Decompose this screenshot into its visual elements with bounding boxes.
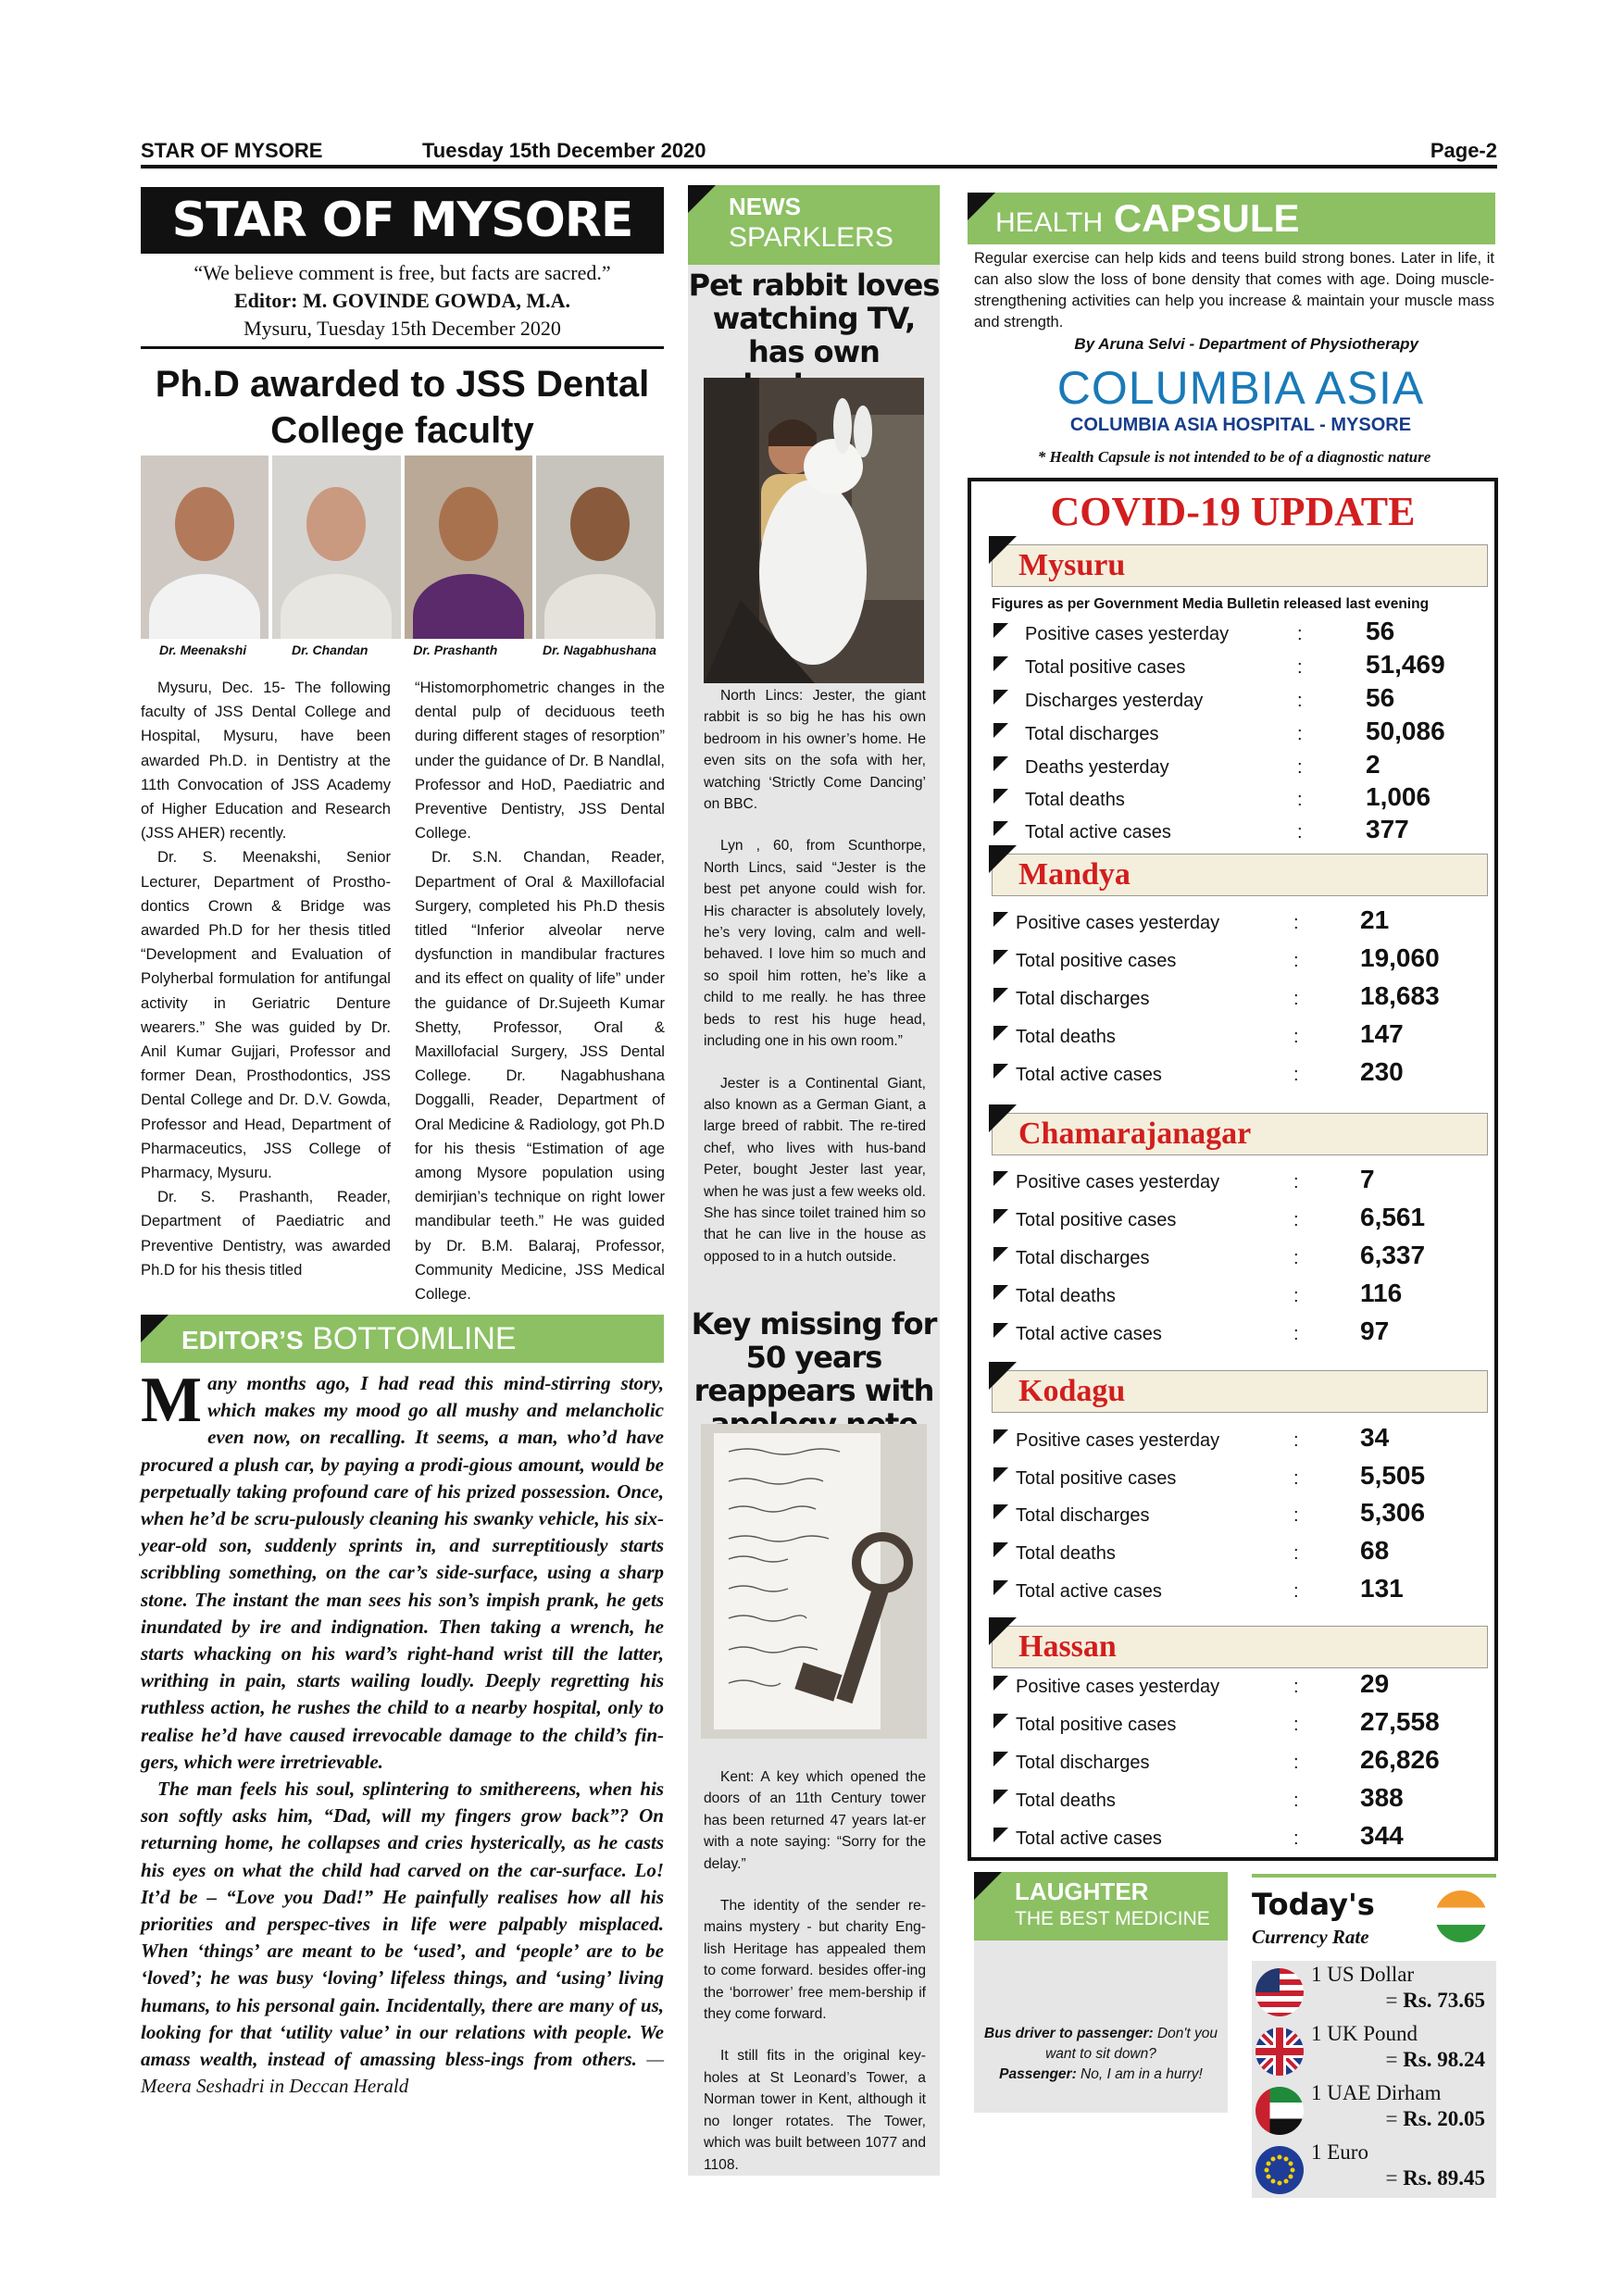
stat-label: Total discharges [1025, 724, 1159, 744]
joke-line: Don't you want to sit down? [1045, 2026, 1218, 2062]
currency-value [1385, 1989, 1485, 2013]
region-header-mandya [992, 854, 1488, 896]
currency-value-text: Rs. 73.65 [1403, 1989, 1485, 2012]
stat-row [992, 815, 1488, 846]
stat-value: 29 [1360, 1669, 1390, 1698]
caption: Dr. Prashanth [413, 643, 498, 657]
stat-value: 344 [1360, 1821, 1404, 1850]
stat-value: 377 [1366, 815, 1409, 843]
currency-name: 1 UK Pound [1311, 2022, 1418, 2045]
stat-label: Total deaths [1025, 790, 1125, 810]
region-name: Hassan [1018, 1629, 1117, 1664]
currency-value-text: Rs. 89.45 [1403, 2166, 1485, 2190]
stat-value: 388 [1360, 1783, 1404, 1812]
arrow-icon [993, 723, 1008, 738]
colon: : [1297, 724, 1303, 744]
stat-row [992, 981, 1488, 1013]
arrow-icon [993, 690, 1008, 705]
stat-value: 56 [1366, 617, 1395, 645]
currency-value-text: Rs. 98.24 [1403, 2048, 1485, 2071]
arrow-icon [993, 988, 1008, 1003]
stat-row [992, 1707, 1488, 1739]
stat-row [992, 1669, 1488, 1701]
news-sparklers-header [688, 185, 940, 265]
header-paper-name: STAR OF MYSORE [141, 139, 323, 162]
region-header-hassan [992, 1626, 1488, 1668]
health-capsule-text: Regular exercise can help kids and teens build strong bones. Later in life, it can also slow the loss of bone density that comes with age. Doing muscle-strengthening activities can help you increase & maintain your muscle mass and strength. [974, 250, 1494, 331]
masthead: STAR OF MYSORE [141, 187, 664, 254]
arrow-icon [993, 950, 1008, 965]
paragraph: Mysuru, Dec. 15- The following faculty of JSS Dental College and Hospital, Mysuru, have been awarded Ph.D. in Dentistry at the 11th Convocation of JSS Academy of Higher Education and Research (JSS AHER) recently. [141, 679, 391, 842]
paragraph: North Lincs: Jester, the giant rabbit is so big he has his own bedroom in his owner’s home. He even sits on the sofa with her, watching ‘Strictly Come Dancing’ on BBC. [704, 688, 926, 813]
currency-value-text: Rs. 20.05 [1403, 2107, 1485, 2130]
stat-label: Positive cases yesterday [1016, 1172, 1220, 1192]
section-label: LAUGHTER [1015, 1878, 1149, 1905]
stat-row [992, 1203, 1488, 1234]
region-header-mysuru [992, 544, 1488, 587]
colon: : [1293, 1753, 1299, 1773]
arrow-icon [993, 789, 1008, 804]
section-label: BOTTOMLINE [312, 1321, 517, 1356]
photo-nagabhushana [536, 455, 664, 639]
arrow-icon [993, 1429, 1008, 1444]
paragraph: Dr. S.N. Chandan, Reader, Department of Oral & Maxillofacial Surgery, completed his Ph.D thesis titled “Inferior alveolar nerve dysfunction in mandibular fractures and its effect on quality of life” under the guidance of Dr.Sujeeth Kumar Shetty, Professor, Oral & Maxillofacial Surgery, JSS Dental College. Dr. Nagabhushana Doggalli, Reader, Department of Oral Medicine & Radiology, got Ph.D for his thesis “Estimation of age among Mysore population using demirjian’s technique on right lower mandibular teeth.” He was guided by Dr. B.M. Balaraj, Professor, Community Medicine, JSS Medical College. [415, 848, 665, 1304]
page-header [141, 137, 1497, 168]
colon: : [1297, 822, 1303, 842]
corner-triangle-icon [141, 1315, 169, 1342]
stat-row [992, 1745, 1488, 1777]
stat-label: Total positive cases [1025, 657, 1186, 678]
masthead-quote: “We believe comment is free, but facts are sacred.” [194, 261, 611, 284]
drop-cap: M [141, 1365, 203, 1436]
stat-value: 5,505 [1360, 1461, 1426, 1490]
currency-name: 1 UAE Dirham [1311, 2081, 1442, 2104]
stat-row [992, 1574, 1488, 1605]
health-capsule-note: * Health Capsule is not intended to be of a diagnostic nature [1037, 448, 1431, 466]
stat-label: Total discharges [1016, 1505, 1150, 1526]
stat-value: 26,826 [1360, 1745, 1440, 1774]
stat-label: Total positive cases [1016, 951, 1177, 971]
rabbit-headline: Pet rabbit loves watching TV, has own [688, 268, 940, 369]
stat-value: 18,683 [1360, 981, 1440, 1010]
stat-label: Total discharges [1016, 1753, 1150, 1773]
colon: : [1293, 1324, 1299, 1344]
covid-title: COVID-19 UPDATE [1050, 489, 1416, 534]
phd-article-col1 [141, 676, 391, 1282]
paragraph [141, 1365, 664, 1776]
colon: : [1297, 657, 1303, 678]
region-header-chamarajanagar [992, 1113, 1488, 1155]
corner-triangle-icon [968, 193, 995, 220]
colon: : [1293, 1715, 1299, 1735]
colon: : [1293, 1210, 1299, 1230]
equals-sign: = [1385, 2107, 1398, 2130]
logo-subtext: COLUMBIA ASIA HOSPITAL - MYSORE [1069, 415, 1412, 435]
currency-rate-box [1252, 1874, 1496, 2189]
stat-row [992, 943, 1488, 975]
currency-row [1252, 2139, 1496, 2198]
currency-value [1385, 2048, 1485, 2072]
stat-value: 6,561 [1360, 1203, 1426, 1231]
paragraph: “Histomorphometric changes in the dental pulp of deciduous teeth during different stages of resorption” under the guidance of Dr. B Nandlal, Professor and HoD, Paediatric and Preventive Dentistry, JSS Dental College. [415, 679, 665, 842]
stat-label: Total discharges [1016, 1248, 1150, 1268]
stat-label: Total active cases [1016, 1828, 1162, 1849]
phd-article-col2 [415, 676, 665, 1306]
stat-value: 116 [1360, 1279, 1403, 1307]
arrow-icon [993, 756, 1008, 771]
key-photo [701, 1424, 927, 1739]
logo-text: COLUMBIA ASIA [1056, 362, 1425, 414]
colon: : [1297, 790, 1303, 810]
arrow-icon [993, 1790, 1008, 1804]
colon: : [1293, 1468, 1299, 1489]
section-label: CAPSULE [1113, 196, 1300, 240]
stat-row [992, 1821, 1488, 1853]
phd-headline: Ph.D awarded to JSS Dental College faculty [155, 364, 650, 451]
arrow-icon [993, 1504, 1008, 1519]
stat-label: Total deaths [1016, 1286, 1116, 1306]
masthead-quote-block [141, 259, 664, 349]
currency-value [1385, 2107, 1485, 2131]
masthead-editor: Editor: M. GOVINDE GOWDA, M.A. [234, 289, 570, 312]
currency-name: 1 US Dollar [1311, 1963, 1415, 1986]
stat-label: Total positive cases [1016, 1210, 1177, 1230]
stat-row [992, 1461, 1488, 1492]
arrow-icon [993, 1542, 1008, 1557]
stat-value: 50,086 [1366, 717, 1445, 745]
health-capsule-byline: By Aruna Selvi - Department of Physiotherapy [1074, 335, 1418, 353]
stat-row [992, 1316, 1488, 1348]
phd-photos [141, 455, 664, 639]
stat-value: 21 [1360, 905, 1390, 934]
stat-value: 7 [1360, 1165, 1375, 1193]
stat-value: 131 [1360, 1574, 1404, 1603]
stat-label: Positive cases yesterday [1025, 624, 1230, 644]
arrow-icon [993, 1323, 1008, 1338]
stat-label: Positive cases yesterday [1016, 1677, 1220, 1697]
paragraph: The identity of the sender re-mains mystery - but charity Eng-lish Heritage has appealed them to come forward. besides offer-ing the ‘borrower’ free mem-bership if they come forward. [704, 1898, 926, 2023]
stat-row [992, 1783, 1488, 1815]
arrow-icon [993, 1752, 1008, 1766]
region-name: Mysuru [1018, 548, 1126, 582]
stat-row [992, 1019, 1488, 1051]
editors-bottomline-text [141, 1365, 664, 2100]
arrow-icon [993, 1580, 1008, 1595]
currency-row [1252, 2079, 1496, 2139]
stat-label: Total active cases [1025, 822, 1171, 842]
stat-row [992, 1279, 1488, 1310]
currency-value [1385, 2166, 1485, 2190]
stat-row [992, 1241, 1488, 1272]
currency-top-rule [1252, 1874, 1496, 1878]
colon: : [1293, 1581, 1299, 1602]
section-label: NEWS [729, 193, 801, 220]
joke-line: No, I am in a hurry! [1081, 2066, 1203, 2082]
paragraph: Dr. S. Meenakshi, Senior Lecturer, Department of Prostho-dontics Crown & Bridge was awarded Ph.D for her thesis titled “Development and Evaluation of Polyherbal formulation for antifungal activity in Geriatric Denture wearers.” She was guided by Dr. Anil Kumar Gujjari, Professor and former Dean, Prosthodontics, JSS Dental College and Dr. D.V. Gowda, Professor and Head, Department of Pharmaceutics, JSS College of Pharmacy, Mysuru. [141, 848, 391, 1182]
stat-row [992, 650, 1488, 681]
stat-row [992, 750, 1488, 781]
photo-chandan [272, 455, 400, 639]
stat-row [992, 782, 1488, 814]
editors-bottomline-header [141, 1315, 664, 1363]
joke-speaker: Passenger: [999, 2066, 1077, 2082]
photo-meenakshi [141, 455, 269, 639]
photo-prashanth [405, 455, 532, 639]
colon: : [1293, 989, 1299, 1009]
stat-row [992, 1498, 1488, 1529]
paragraph: It still fits in the original key-holes at St Leonard’s Tower, a Norman tower in Kent, although it no longer rotates. The Tower, which was built between 1077 and 1108. [704, 2048, 926, 2173]
corner-triangle-icon [989, 1104, 1017, 1132]
corner-triangle-icon [989, 1362, 1017, 1390]
stat-label: Total deaths [1016, 1543, 1116, 1564]
colon: : [1293, 1543, 1299, 1564]
paragraph: Dr. S. Prashanth, Reader, Department of Paediatric and Preventive Dentistry, was awarded Ph.D for his thesis titled [141, 1188, 391, 1279]
region-header-kodagu [992, 1370, 1488, 1413]
equals-sign: = [1385, 1989, 1398, 2012]
header-date: Tuesday 15th December 2020 [422, 139, 706, 162]
currency-name: 1 Euro [1311, 2140, 1368, 2164]
uae-flag-icon [1255, 2087, 1304, 2135]
stat-value: 68 [1360, 1536, 1390, 1565]
colon: : [1297, 624, 1303, 644]
colon: : [1293, 951, 1299, 971]
stat-label: Total deaths [1016, 1791, 1116, 1811]
stat-label: Positive cases yesterday [1016, 1430, 1220, 1451]
colon: : [1297, 691, 1303, 711]
region-name: Mandya [1018, 857, 1131, 892]
stat-value: 6,337 [1360, 1241, 1426, 1269]
key-headline: Key missing for 50 years reappears with [691, 1306, 937, 1408]
currency-row [1252, 1961, 1496, 2020]
photo-captions [141, 643, 664, 665]
caption: Dr. Chandan [291, 643, 369, 657]
stat-row [992, 1165, 1488, 1196]
arrow-icon [993, 1247, 1008, 1262]
arrow-icon [993, 1676, 1008, 1691]
colon: : [1293, 1065, 1299, 1085]
arrow-icon [993, 623, 1008, 638]
stat-label: Total positive cases [1016, 1715, 1177, 1735]
masthead-dateline: Mysuru, Tuesday 15th December 2020 [141, 315, 664, 349]
corner-triangle-icon [974, 1872, 1002, 1900]
stat-value: 56 [1366, 683, 1395, 712]
arrow-icon [993, 656, 1008, 671]
arrow-icon [993, 1171, 1008, 1186]
stat-value: 19,060 [1360, 943, 1440, 972]
arrow-icon [993, 1285, 1008, 1300]
source-credit: — Meera Seshadri in Deccan Herald [141, 2048, 664, 2098]
equals-sign: = [1385, 2048, 1398, 2071]
stat-label: Total active cases [1016, 1324, 1162, 1344]
region-name: Kodagu [1018, 1374, 1126, 1408]
stat-label: Total positive cases [1016, 1468, 1177, 1489]
colon: : [1293, 1505, 1299, 1526]
arrow-icon [993, 1209, 1008, 1224]
section-label: THE BEST MEDICINE [1015, 1908, 1210, 1929]
colon: : [1293, 913, 1299, 933]
joke-text [980, 2024, 1222, 2085]
uk-flag-icon [1255, 2028, 1304, 2076]
caption: Dr. Meenakshi [159, 643, 247, 657]
covid-update-box [968, 478, 1498, 1861]
joke-speaker: Bus driver to passenger: [984, 2026, 1154, 2041]
currency-subtitle: Currency Rate [1252, 1926, 1369, 1948]
stat-label: Deaths yesterday [1025, 757, 1169, 778]
arrow-icon [993, 1828, 1008, 1842]
stat-row [992, 717, 1488, 748]
paragraph: Lyn , 60, from Scunthorpe, North Lincs, said “Jester is the best pet anyone could wish for. His character is absolutely lovely, he’s very loving, calm and well-behaved. I love him so much and so spoil him rotten, he’s like a child to me really. he has three beds to rest his huge head, including one in his own room.” [704, 838, 926, 1050]
stat-row [992, 1057, 1488, 1089]
stat-value: 51,469 [1366, 650, 1445, 679]
rabbit-photo [704, 378, 924, 683]
colon: : [1293, 1172, 1299, 1192]
stat-value: 34 [1360, 1423, 1390, 1452]
rabbit-article [704, 685, 926, 1288]
colon: : [1293, 1828, 1299, 1849]
currency-title: Today's [1252, 1887, 1375, 1922]
arrow-icon [993, 1064, 1008, 1079]
stat-value: 1,006 [1366, 782, 1431, 811]
laughter-header [974, 1872, 1228, 1940]
arrow-icon [993, 912, 1008, 927]
colon: : [1293, 1248, 1299, 1268]
figures-note: Figures as per Government Media Bulletin released last evening [992, 596, 1430, 612]
stat-row [992, 683, 1488, 715]
paragraph [141, 1776, 664, 2100]
stat-value: 27,558 [1360, 1707, 1440, 1736]
stat-value: 147 [1360, 1019, 1404, 1048]
section-label: SPARKLERS [729, 222, 893, 253]
stat-label: Positive cases yesterday [1016, 913, 1220, 933]
corner-triangle-icon [989, 1617, 1017, 1645]
colon: : [1293, 1791, 1299, 1811]
paragraph: Jester is a Continental Giant, also known as a German Giant, a large breed of rabbit. The re-tired chef, who lives with hus-band Peter, bought Jester last year, when he was just a few weeks old. She has since toilet trained him so that he can live in the house as opposed to in a hutch outside. [704, 1075, 926, 1265]
header-page-number: Page-2 [1430, 139, 1497, 162]
region-name: Chamarajanagar [1018, 1117, 1252, 1151]
currency-row [1252, 2020, 1496, 2079]
stat-row [992, 1423, 1488, 1454]
stat-row [992, 1536, 1488, 1567]
arrow-icon [993, 1026, 1008, 1041]
stat-value: 2 [1366, 750, 1380, 779]
section-label: HEALTH [995, 207, 1104, 238]
india-flag-icon [1435, 1890, 1487, 1942]
section-label: EDITOR’S [181, 1326, 304, 1354]
arrow-icon [993, 821, 1008, 836]
colon: : [1293, 1430, 1299, 1451]
stat-value: 230 [1360, 1057, 1404, 1086]
us-flag-icon [1255, 1968, 1304, 2016]
health-capsule-header [968, 193, 1495, 244]
stat-label: Total deaths [1016, 1027, 1116, 1047]
stat-row [992, 905, 1488, 937]
arrow-icon [993, 1467, 1008, 1482]
colon: : [1297, 757, 1303, 778]
colon: : [1293, 1677, 1299, 1697]
stat-label: Total discharges [1016, 989, 1150, 1009]
paragraph-text: any months ago, I had read this mind-stirring story, which makes my mood go all mushy and melancholic even now, on recalling. It seems, a man, who’d have procured a plush car, by paying a prodi-gious amount, would be perpetually taking profound care of his prized possession. Once, when he’d be scru-pulously cleaning his swanky vehicle, his six-year-old son, suddenly sprints in, and surreptitiously starts scribbling something, on the car’s side-surface, using a sharp stone. The instant the man sees his son’s impish prank, he gets inundated by ire and indignation. Then taking a wrench, he starts whacking on his ward’s right-hand wrist till the latter, writhing in pain, starts wailing loudly. Deeply regretting his ruthless action, he rushes the child to a nearby hospital, only to realise he’d have caused irrevocable damage to the child’s fin-gers, which were irretrievable. [141, 1372, 664, 1773]
caption: Dr. Nagabhushana [543, 643, 656, 657]
key-article [704, 1766, 926, 2196]
corner-triangle-icon [989, 845, 1017, 873]
columbia-asia-logo [1018, 363, 1463, 437]
colon: : [1293, 1286, 1299, 1306]
stat-row [992, 617, 1488, 648]
stat-value: 97 [1360, 1316, 1390, 1345]
stat-value: 5,306 [1360, 1498, 1426, 1527]
stat-label: Total active cases [1016, 1581, 1162, 1602]
arrow-icon [993, 1714, 1008, 1728]
corner-triangle-icon [989, 536, 1017, 564]
paragraph-text: The man feels his soul, splintering to smithereens, when his son softly asks him, “Dad, will my fingers grow back”? On returning home, he collapses and cries hysterically, as he casts his eyes on what the child had carved on the car-surface. Lo! It’d be – “Love you Dad!” He painfully realises how all his priorities and perspec-tives in life were palpably misplaced. When ‘things’ are meant to be ‘used’, and ‘people’ are to be ‘loved’; he was busy ‘loving’ lifeless things, and ‘using’ living humans, to his personal gain. Incidentally, there are many of us, looking for that ‘utility value’ in our relations with people. We amass wealth, instead of amassing bless-ings from others. [141, 1778, 664, 2071]
paragraph: Kent: A key which opened the doors of an 11th Century tower has been returned 47 years lat-er with a note saying: “Sorry for the delay.” [704, 1769, 926, 1872]
stat-label: Discharges yesterday [1025, 691, 1204, 711]
corner-triangle-icon [688, 185, 716, 213]
colon: : [1293, 1027, 1299, 1047]
eu-flag-icon [1255, 2146, 1304, 2194]
equals-sign: = [1385, 2166, 1398, 2190]
stat-label: Total active cases [1016, 1065, 1162, 1085]
